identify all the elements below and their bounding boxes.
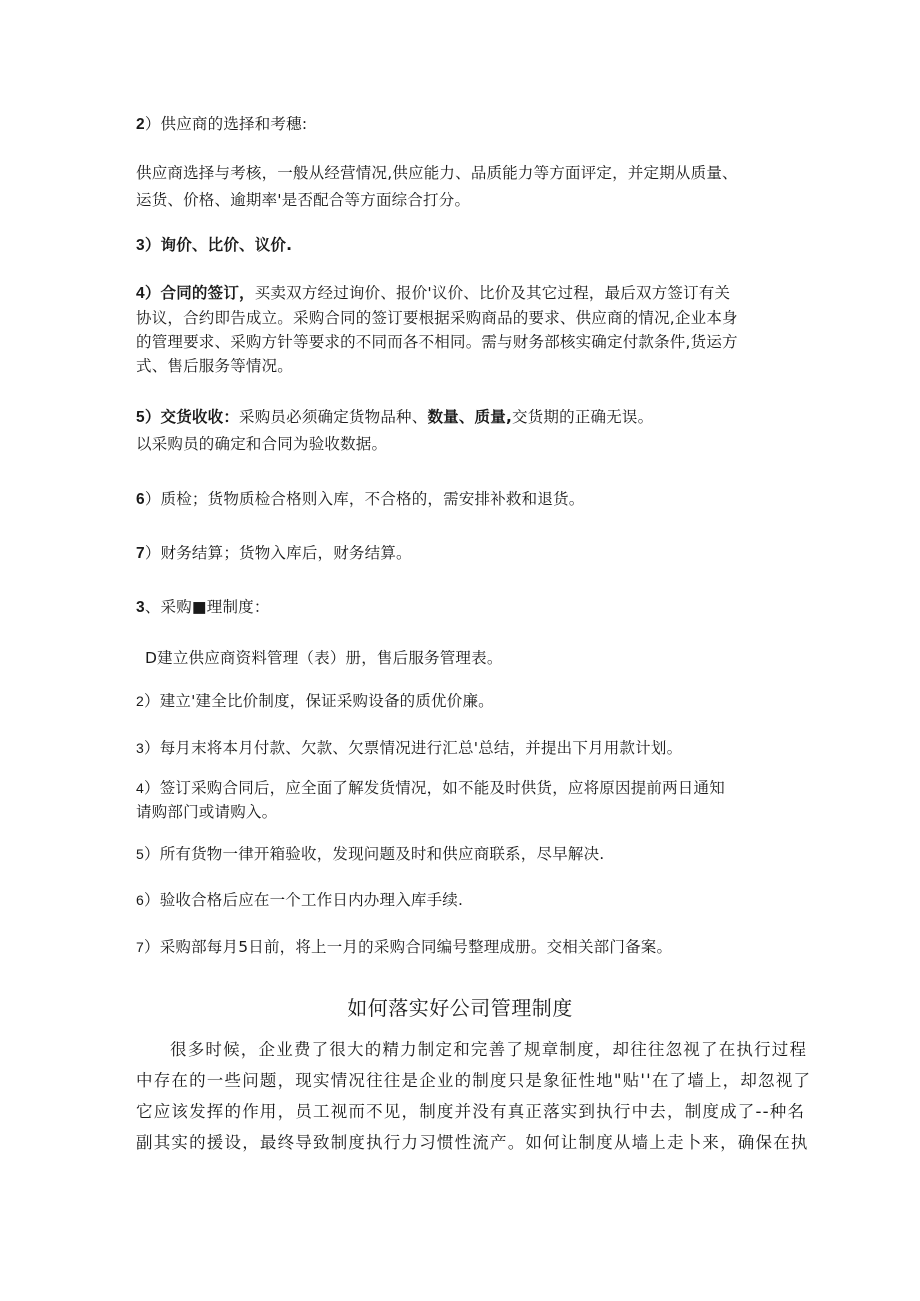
- rule-2: 2）建立'建全比价制度，保证采购设备的质优价廉。: [136, 692, 494, 710]
- rule-5: 5）所有货物一律开箱验收，发现问题及时和供应商联系，尽早解决.: [136, 845, 605, 863]
- item-quality-check: 6）质检；货物质检合格则入库，不合格的，需安排补救和退货。: [136, 490, 585, 508]
- heading-inquiry: 3）询价、比价、议价.: [136, 236, 293, 254]
- rule-4: 4）签订采购合同后，应全面了解发货情况，如不能及时供货，应将原因提前两日通知 请购部门或请购入。: [136, 779, 725, 821]
- item-financial-settlement: 7）财务结算；货物入库后，财务结算。: [136, 544, 412, 562]
- heading-procurement-rules: 3、采购■理制度：: [136, 598, 270, 616]
- rule-7: 7）采购部每月5日前，将上一月的采购合同编号整理成册。交相关部门备案。: [136, 938, 673, 956]
- article-paragraph: 很多时候，企业费了很大的精力制定和完善了规章制度，却往往忽视了在执行过程 中存在的一些问题，现实情况往往是企业的制度只是象征性地"贴''在了墙上，却忽视了 它应该发挥的作用，员工视而不见，制度并没有真正落实到执行中去，制度成了--种名 副其实的援设，最终导致制度执行力习惯性流产。如何让制度从墙上走卜来，确保在执: [136, 1040, 812, 1152]
- paragraph-delivery-receipt: 5）交货收收：采购员必须确定货物品种、数量、质量,交货期的正确无误。 以采购员的确定和合同为验收数据。: [136, 408, 654, 453]
- rule-1: D建立供应商资料管理（表）册，售后服务管理表。: [145, 649, 503, 667]
- article-title: 如何落实好公司管理制度: [347, 996, 573, 1020]
- paragraph-contract-signing: 4）合同的签订，买卖双方经过询价、报价'议价、比价及其它过程，最后双方签订有关 协议，合约即告成立。采购合同的签订要根据采购商品的要求、供应商的情况,企业本身 的管理要求、采购方针等要求的不同而各不相同。需与财务部核实确定付款条件,货运方 式、售后服务等情况。: [136, 284, 738, 375]
- rule-3: 3）每月末将本月付款、欠款、欠票情况进行汇总'总结，并提出下月用款计划。: [136, 739, 683, 757]
- rule-6: 6）验收合格后应在一个工作日内办理入库手续.: [136, 891, 464, 909]
- paragraph-supplier-evaluation: 供应商选择与考核，一般从经营情况,供应能力、品质能力等方面评定，并定期从质量、 运货、价格、逾期率'是否配合等方面综合打分。: [136, 164, 738, 209]
- heading-supplier-selection: 2）供应商的选择和考穗:: [136, 115, 308, 133]
